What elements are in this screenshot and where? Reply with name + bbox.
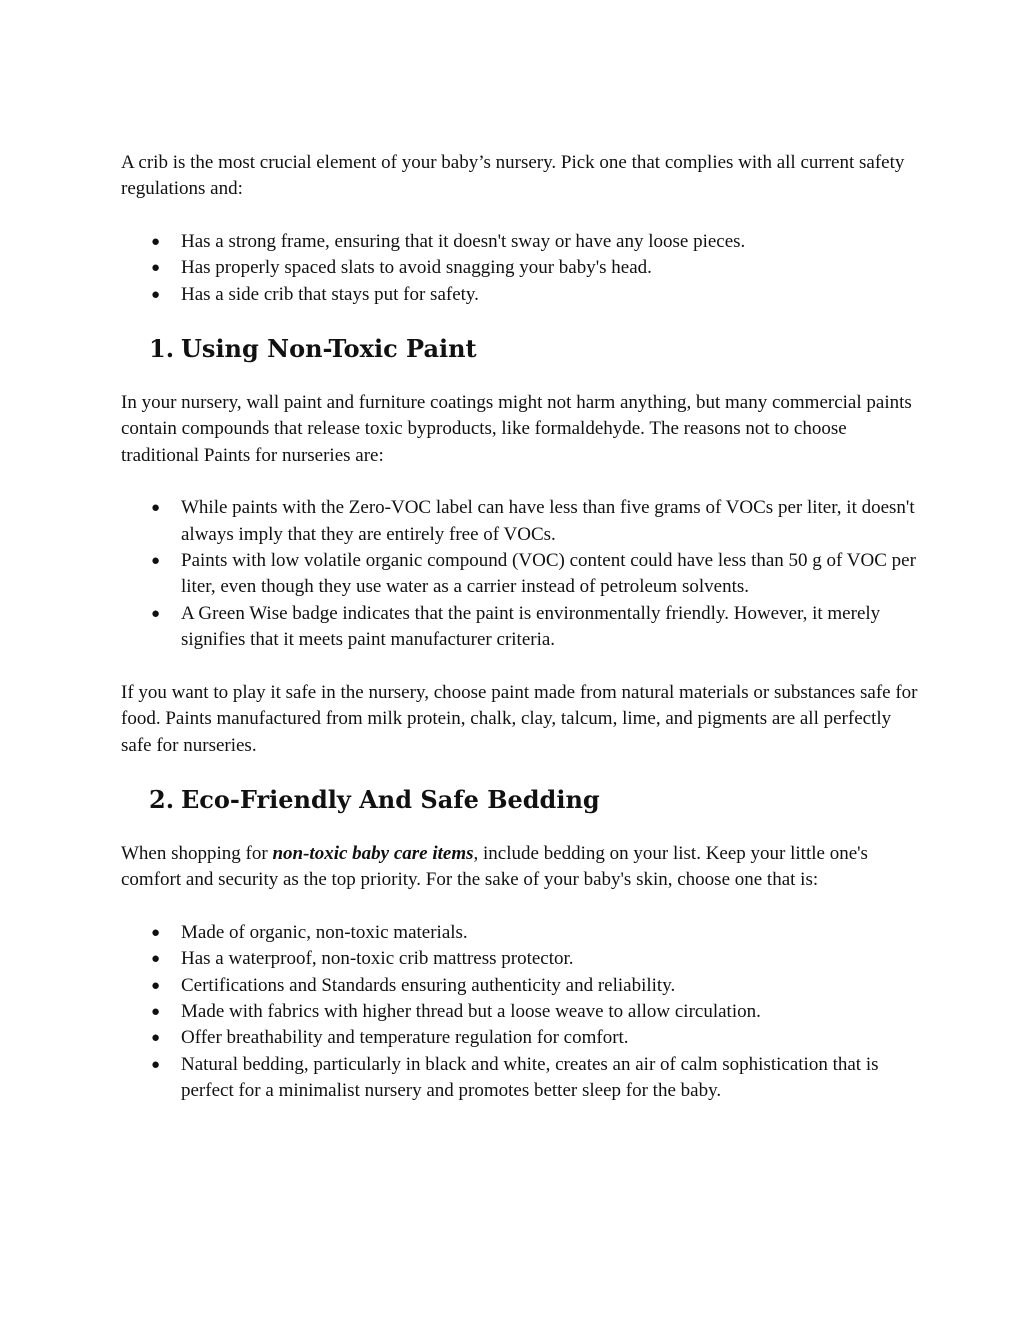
- list-item: ● Natural bedding, particularly in black and white, creates an air of calm sophistication that is perfect for a minimalist nursery and promotes better sleep for the baby.: [151, 1053, 879, 1102]
- list-item: ● A Green Wise badge indicates that the paint is environmentally friendly. However, it merely signifies that it meets paint manufacturer criteria.: [151, 602, 881, 651]
- bedding-criteria-list: [121, 920, 921, 1105]
- paint-intro-paragraph: In your nursery, wall paint and furniture coatings might not harm anything, but many commercial paints contain compounds that release toxic byproducts, like formaldehyde. The reasons not to choose traditional Paints for nurseries are:: [121, 392, 912, 466]
- section-title: Eco-Friendly And Safe Bedding: [181, 784, 600, 814]
- crib-requirements-list: [121, 229, 921, 308]
- section-number: 1.: [149, 334, 175, 364]
- intro-paragraph: A crib is the most crucial element of your baby’s nursery. Pick one that complies with all current safety regulations and:: [121, 152, 905, 200]
- list-item: ● Certifications and Standards ensuring authenticity and reliability.: [121, 973, 921, 999]
- bullet-icon: ●: [151, 233, 161, 250]
- bullet-icon: ●: [151, 977, 161, 994]
- document-body: [121, 150, 921, 1105]
- list-item: ● While paints with the Zero-VOC label can have less than five grams of VOCs per liter, it doesn't always imply that they are entirely free of VOCs.: [151, 497, 915, 545]
- bullet-icon: ●: [151, 553, 161, 570]
- bullet-icon: ●: [151, 1030, 161, 1047]
- emphasized-phrase: non-toxic baby care items: [272, 842, 474, 864]
- bullet-icon: ●: [151, 260, 161, 277]
- list-item: ● Has a strong frame, ensuring that it doesn't sway or have any loose pieces.: [121, 229, 921, 255]
- list-item: ● Paints with low volatile organic compound (VOC) content could have less than 50 g of VOC per liter, even though they use water as a carrier instead of petroleum solvents.: [151, 550, 916, 598]
- list-item: ● Offer breathability and temperature regulation for comfort.: [121, 1025, 921, 1051]
- bullet-icon: ●: [151, 605, 161, 622]
- list-item: ● Made of organic, non-toxic materials.: [121, 920, 921, 946]
- list-item: ● Has properly spaced slats to avoid snagging your baby's head.: [121, 255, 921, 281]
- list-item: ● Has a waterproof, non-toxic crib mattress protector.: [121, 946, 921, 972]
- paint-reasons-list: [121, 495, 921, 653]
- section-number: 2.: [149, 784, 175, 814]
- section-heading-paint: [121, 334, 921, 364]
- section-heading-bedding: [121, 785, 921, 815]
- bullet-icon: ●: [151, 924, 161, 941]
- bedding-intro-paragraph: When shopping for non-toxic baby care items, include bedding on your list. Keep your little one's comfort and security as the top priority. For the sake of your baby's skin, choose one that is:: [121, 842, 868, 891]
- section-title: Using Non-Toxic Paint: [181, 334, 477, 364]
- bullet-icon: ●: [151, 500, 161, 517]
- list-item: ● Made with fabrics with higher thread but a loose weave to allow circulation.: [121, 999, 921, 1025]
- paint-advice-paragraph: If you want to play it safe in the nursery, choose paint made from natural materials or substances safe for food. Paints manufactured from milk protein, chalk, clay, talcum, lime, and pigments are all perfectly safe for nurseries.: [121, 681, 918, 756]
- bullet-icon: ●: [151, 1003, 161, 1020]
- bullet-icon: ●: [151, 951, 161, 968]
- list-item: ● Has a side crib that stays put for safety.: [121, 282, 921, 308]
- bullet-icon: ●: [151, 1056, 161, 1073]
- bullet-icon: ●: [151, 286, 161, 303]
